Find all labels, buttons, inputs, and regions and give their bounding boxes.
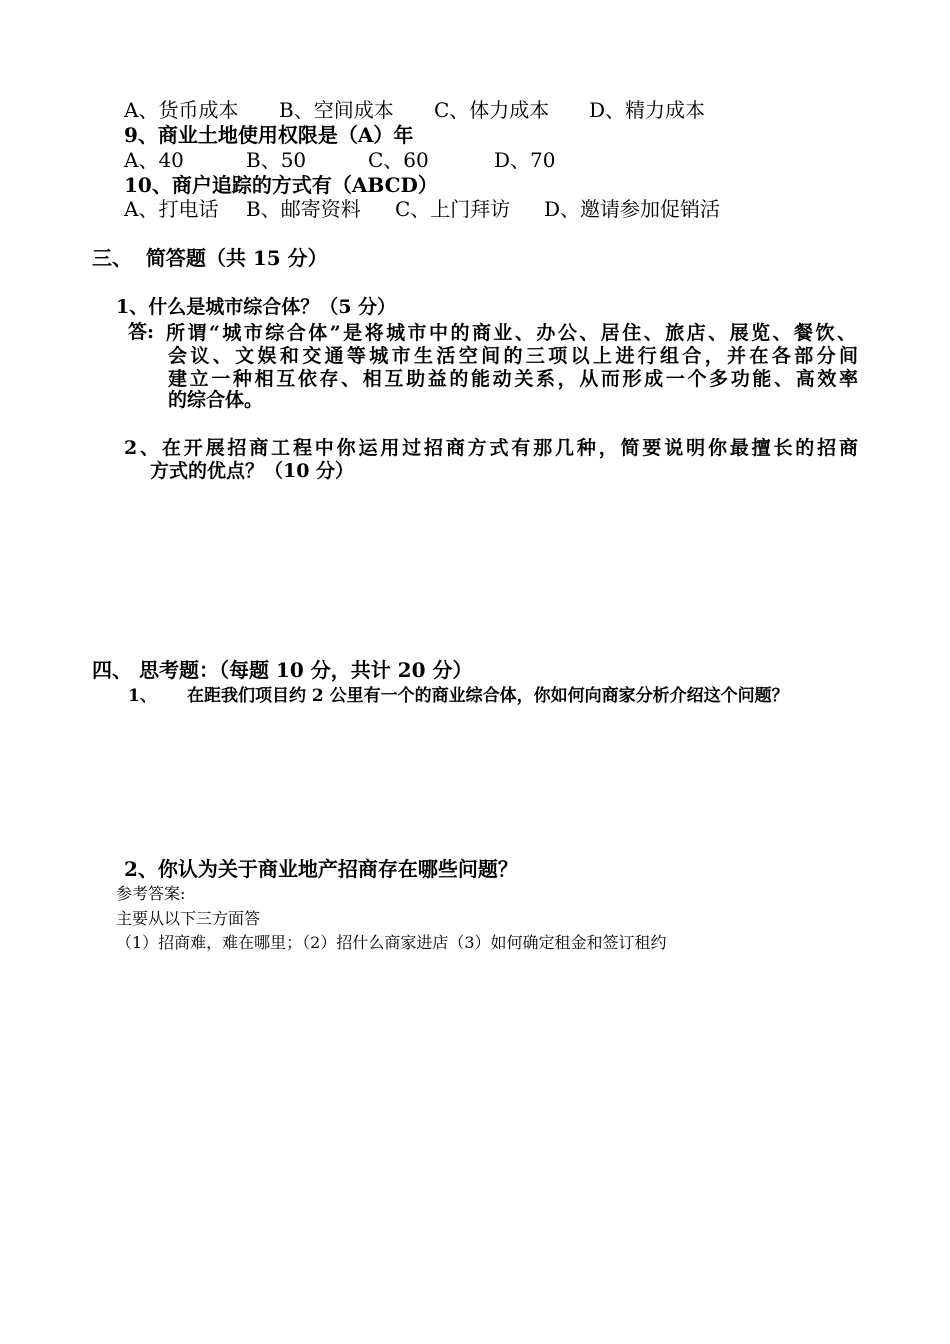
option-c: C、上门拜访 [395,197,511,221]
section3-q1-answer-label: 答: [128,321,155,343]
reference-answer-line: 主要从以下三方面答 [116,909,261,928]
q9-options [124,150,555,170]
option-a: A、货币成本 [124,98,239,122]
reference-answer-line: （1）招商难，难在哪里；（2）招什么商家进店（3）如何确定租金和签订租约 [116,933,667,952]
section4-q2-stem: 2、你认为关于商业地产招商存在哪些问题？ [124,857,518,881]
section3-q2-line2: 方式的优点？（10 分） [150,460,355,482]
option-d: D、邀请参加促销活 [544,197,721,221]
section3-q2-line1: 2、在开展招商工程中你运用过招商方式有那几种，简要说明你最擅长的招商 [124,437,858,459]
option-d: D、70 [494,148,556,172]
section3-q1-answer-line: 建立一种相互依存、相互助益的能动关系，从而形成一个多功能、高效率 [168,368,858,390]
option-b: B、50 [246,148,307,172]
section4-heading: 四、 思考题：（每题 10 分，共计 20 分） [92,658,473,682]
section3-q1-answer-line: 所谓“城市综合体”是将城市中的商业、办公、居住、旅店、展览、餐饮、 [166,322,856,344]
q10-stem: 10、商户追踪的方式有（ABCD） [124,173,438,197]
section4-q1-text: 在距我们项目约 2 公里有一个的商业综合体，你如何向商家分析介绍这个问题？ [187,686,789,706]
q9-stem: 9、商业土地使用权限是（A）年 [124,123,414,147]
option-a: A、40 [124,148,184,172]
option-b: B、空间成本 [279,98,394,122]
option-a: A、打电话 [124,197,219,221]
section3-heading: 三、 简答题（共 15 分） [92,246,328,270]
section4-q1-number: 1、 [128,686,157,706]
q8-options [124,100,705,120]
option-c: C、体力成本 [434,98,550,122]
section3-q1-stem: 1、什么是城市综合体？（5 分） [116,296,397,318]
option-b: B、邮寄资料 [246,197,361,221]
reference-answer-label: 参考答案: [116,884,186,903]
q10-options [124,199,720,219]
option-d: D、精力成本 [589,98,706,122]
section3-q1-answer-line: 会议、文娱和交通等城市生活空间的三项以上进行组合，并在各部分间 [168,345,858,367]
section3-q1-answer-line: 的综合体。 [168,389,264,411]
option-c: C、60 [368,148,429,172]
